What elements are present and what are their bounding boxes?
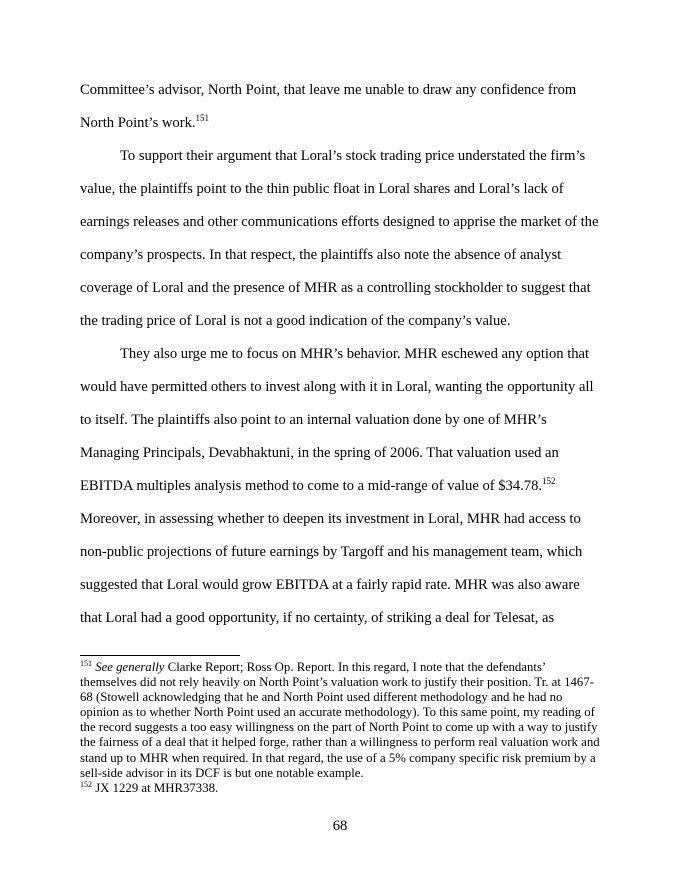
footnote-number-152: 152: [80, 779, 92, 789]
paragraph-2: [80, 140, 600, 338]
paragraph-1: [80, 74, 600, 140]
paragraph-1-text: Committee’s advisor, North Point, that leave me unable to draw any confidence from North Point’s work.: [80, 82, 577, 131]
paragraph-3: [80, 338, 600, 635]
footnote-151: [80, 660, 600, 781]
footnote-number-151: 151: [80, 659, 92, 668]
footnotes: [80, 660, 600, 796]
paragraph-3-text-b: Moreover, in assessing whether to deepen its investment in Loral, MHR had access to non-public projections of future earnings by Targoff and his management team, which suggested that Loral would grow EBITDA at a fairly rapid rate. MHR was also aware that Loral had a good opportunity, if no certainty, of striking a deal for Telesat, as: [80, 511, 583, 626]
paragraph-3-text-a: They also urge me to focus on MHR’s behavior. MHR eschewed any option that would have permitted others to invest along with it in Loral, wanting the opportunity all to itself. The plaintiffs also point to an internal valuation done by one of MHR’s Managing Principals, Devabhaktuni, in the spring of 2006. That valuation used an EBITDA multiples analysis method to come to a mid-range of value of $34.78.: [80, 346, 594, 494]
page-number: 68: [332, 818, 348, 834]
footnote-divider: [80, 655, 240, 656]
footnote-152-text: JX 1229 at MHR37338.: [92, 780, 219, 795]
body-text: [80, 74, 600, 635]
footnote-151-text: Clarke Report; Ross Op. Report. In this regard, I note that the defendants’ themselves did not rely heavily on North Point’s valuation work to justify their position. Tr. at 1467-68 (Stowell acknowledging that he and North Point used different methodology and he had no opinion as to whether North Point used an accurate methodology). To this same point, my reading of the record suggests a too easy willingness on the part of North Point to come up with a way to justify the fairness of a deal that it helped forge, rather than a willingness to perform real valuation work and stand up to MHR when required. In that regard, the use of a 5% company specific risk premium by a sell-side advisor in its DCF is but one notable example.: [80, 660, 600, 780]
footnote-151-signal: See generally: [95, 660, 165, 674]
footnote-152: [80, 781, 600, 796]
footnote-ref-151[interactable]: 151: [195, 113, 210, 123]
paragraph-2-text: To support their argument that Loral’s stock trading price understated the firm’s value, the plaintiffs point to the thin public float in Loral shares and Loral’s lack of earnings releases and other communications efforts designed to apprise the market of the company’s prospects. In that respect, the plaintiffs also note the absence of analyst coverage of Loral and the presence of MHR as a controlling stockholder to suggest that the trading price of Loral is not a good indication of the company’s value.: [80, 148, 599, 329]
footnote-ref-152[interactable]: 152: [542, 476, 556, 486]
